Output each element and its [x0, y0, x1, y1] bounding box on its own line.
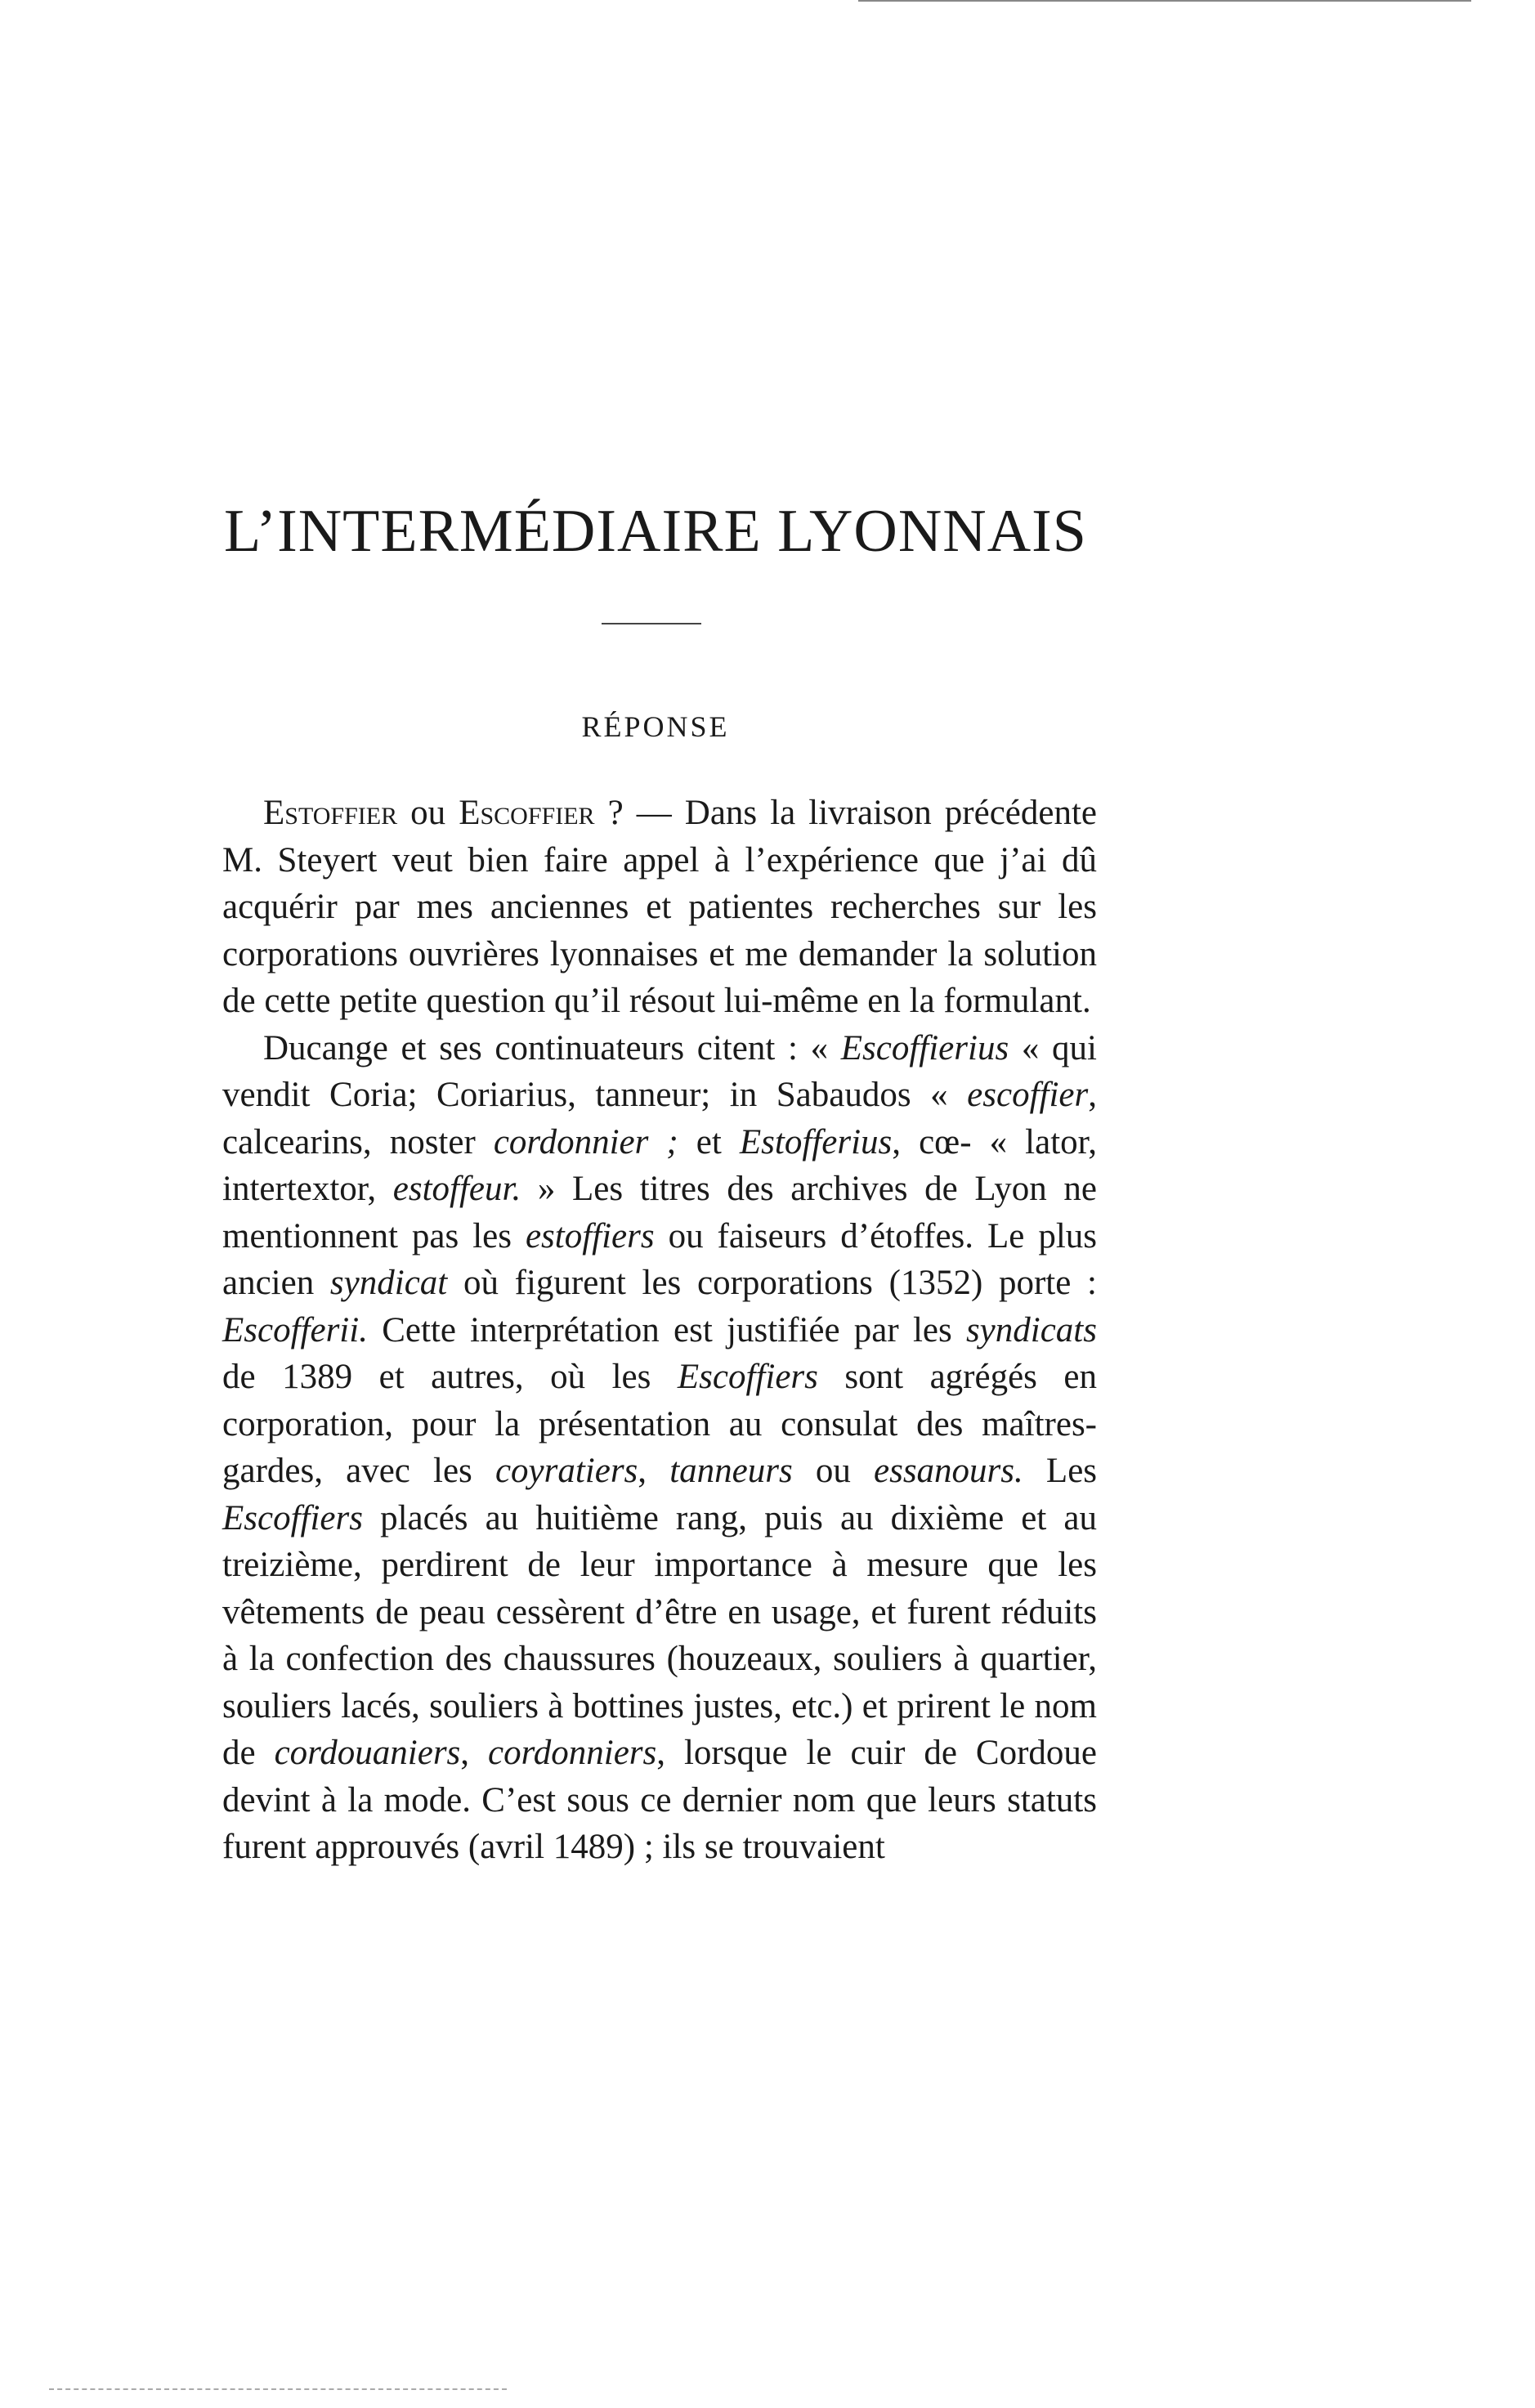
italic-term: syndicat	[329, 1264, 448, 1302]
text-run: » Les titres des archives de Lyon ne mentionnent pas les	[222, 1170, 1097, 1255]
top-edge-rule	[858, 0, 1471, 2]
italic-term: cordonniers	[488, 1734, 657, 1772]
head-join: ou	[397, 794, 459, 832]
paragraph-2	[222, 1025, 1097, 1871]
italic-term: estoffiers	[525, 1216, 655, 1255]
italic-term: cordonnier ;	[493, 1122, 678, 1161]
italic-term: syndicats	[965, 1310, 1097, 1349]
text-run: , cœ- « lator, intertextor,	[222, 1122, 1097, 1208]
italic-term: cordouaniers	[274, 1734, 461, 1772]
italic-term: estoffeur.	[392, 1170, 521, 1208]
text-run: ou faiseurs d’étoffes. Le plus ancien	[222, 1216, 1097, 1302]
text-run: sont agrégés en corporation, pour la présentation au consulat des maîtres-gardes, avec les	[222, 1358, 1097, 1490]
italic-term: Escoffierius	[840, 1028, 1009, 1067]
italic-term: Escoffiers	[222, 1498, 363, 1537]
text-run: de 1389 et autres, où les	[222, 1358, 678, 1396]
text-run: ,	[460, 1734, 489, 1772]
text-run: et	[678, 1122, 740, 1161]
article-body	[222, 790, 1097, 1871]
text-run: Les	[1023, 1452, 1098, 1490]
paragraph-1	[222, 790, 1097, 1025]
title-divider	[602, 623, 701, 624]
text-run: , calcearins, noster	[222, 1076, 1097, 1161]
text-run: Cette interprétation est justifiée par les	[367, 1310, 966, 1349]
text-run: Ducange et ses continuateurs citent : «	[263, 1028, 841, 1067]
text-run: « qui vendit Coria; Coriarius, tanneur; in Sabaudos «	[222, 1028, 1097, 1114]
page-title: L’INTERMÉDIAIRE LYONNAIS	[224, 498, 1087, 565]
text-run: , lorsque le cuir de Cordoue devint à la mode. C’est sous ce dernier nom que leurs statuts furent approuvés (avril 1489) ; ils se trouvaient	[222, 1734, 1098, 1866]
italic-term: escoffier	[967, 1076, 1089, 1114]
text-run: où figurent les corporations (1352) porte :	[447, 1264, 1097, 1302]
head-word-estoffier: Estoffier	[263, 794, 398, 832]
text-run: placés au huitième rang, puis au dixième et au treizième, perdirent de leur importance à mesure que les vêtements de peau cessèrent d’être en usage, et furent réduits à la confection des chaussures (houzeaux, souliers à quartier, souliers lacés, souliers à bottines justes, etc.) et prirent le nom de	[222, 1498, 1097, 1772]
head-word-escoffier: Escoffier	[459, 794, 595, 832]
paragraph-1-text: ? — Dans la livraison précédente M. Steyert veut bien faire appel à l’expérience que j’ai dû acquérir par mes anciennes et patientes recherches sur les corporations ouvrières lyonnaises et me demander la solution de cette petite question qu’il résout lui-même en la formulant.	[222, 794, 1097, 1020]
italic-term: Escoffiers	[677, 1358, 818, 1396]
italic-term: Estofferius	[739, 1122, 893, 1161]
text-run: ou	[792, 1452, 874, 1490]
section-heading: RÉPONSE	[581, 710, 730, 743]
italic-term: essanours.	[874, 1452, 1023, 1490]
italic-term: tanneurs	[669, 1452, 793, 1490]
text-run: ,	[638, 1452, 670, 1490]
bottom-edge-rule	[49, 2388, 507, 2390]
italic-term: Escofferii.	[222, 1310, 368, 1349]
italic-term: coyratiers	[495, 1452, 638, 1490]
